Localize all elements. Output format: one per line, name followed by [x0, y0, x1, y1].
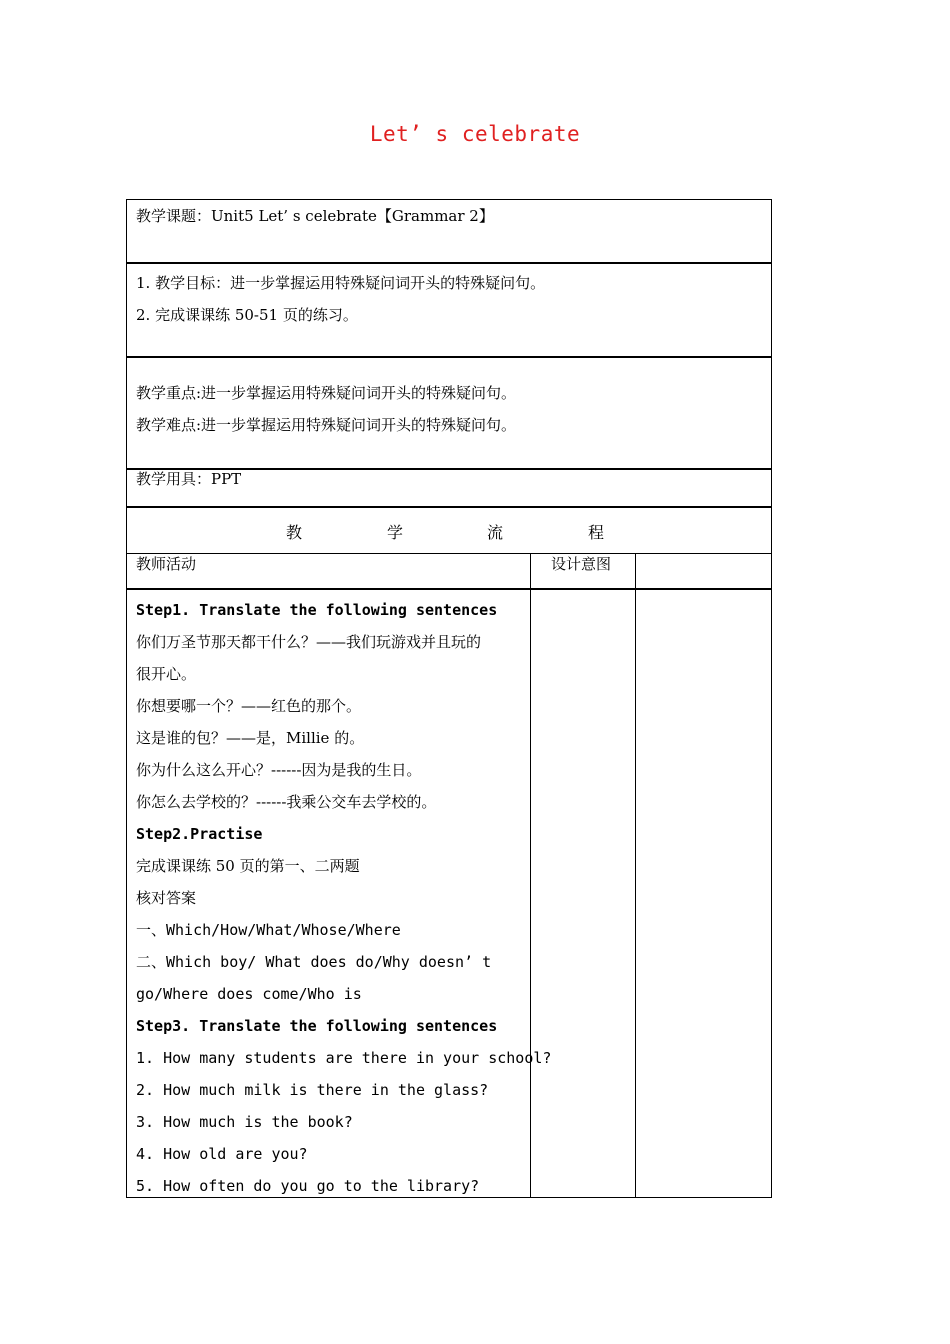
step2-line-3: 一、Which/How/What/Whose/Where — [136, 921, 401, 939]
objective-1: 1. 教学目标：进一步掌握运用特殊疑问词开头的特殊疑问句。 — [136, 274, 546, 292]
difficulty-text: 教学难点:进一步掌握运用特殊疑问词开头的特殊疑问句。 — [136, 416, 517, 434]
step1-line-4: 这是谁的包？——是，Millie 的。 — [136, 729, 365, 747]
step1-line-1: 你们万圣节那天都干什么？——我们玩游戏并且玩的 — [136, 633, 482, 651]
step2-line-5: go/Where does come/Who is — [136, 985, 362, 1003]
topic-text: 教学课题：Unit5 Let’ s celebrate【Grammar 2】 — [136, 207, 494, 225]
step3-line-5: 5. How often do you go to the library? — [136, 1177, 480, 1195]
step2-line-2: 核对答案 — [136, 889, 197, 907]
step3-line-1: 1. How many students are there in your school? — [136, 1049, 552, 1067]
flow-char-1: 教 — [286, 523, 303, 542]
step1-line-6: 你怎么去学校的？------我乘公交车去学校的。 — [136, 793, 437, 811]
objective-2: 2. 完成课课练 50-51 页的练习。 — [136, 306, 358, 324]
tools-text: 教学用具：PPT — [136, 470, 242, 488]
step3-line-4: 4. How old are you? — [136, 1145, 308, 1163]
step1-line-5: 你为什么这么开心？------因为是我的生日。 — [136, 761, 422, 779]
column-header-row — [126, 553, 772, 590]
teacher-activity-cell — [127, 589, 552, 1202]
flow-char-2: 学 — [387, 523, 404, 542]
step3-line-2: 2. How much milk is there in the glass? — [136, 1081, 489, 1099]
step1-line-3: 你想要哪一个？——红色的那个。 — [136, 697, 362, 715]
focus-row — [126, 356, 772, 470]
step3-heading: Step3. Translate the following sentences — [136, 1017, 498, 1035]
step1-heading: Step1. Translate the following sentences — [136, 601, 498, 619]
step2-line-1: 完成课课练 50 页的第一、二两题 — [136, 857, 360, 875]
content-row — [126, 588, 772, 1198]
teacher-activity-header: 教师活动 — [136, 555, 197, 573]
flow-row — [126, 506, 772, 555]
flow-char-3: 流 — [487, 523, 504, 542]
topic-row — [126, 199, 772, 264]
step2-line-4: 二、Which boy/ What does do/Why doesn’ t — [136, 953, 492, 971]
page-title: Let’ s celebrate — [369, 122, 581, 146]
design-intent-header: 设计意图 — [551, 555, 612, 573]
step3-line-3: 3. How much is the book? — [136, 1113, 353, 1131]
step1-line-2: 很开心。 — [136, 665, 197, 683]
tools-row — [126, 468, 772, 508]
objectives-row — [126, 262, 772, 358]
step2-heading: Step2.Practise — [136, 825, 263, 843]
flow-char-4: 程 — [588, 523, 605, 542]
focus-text: 教学重点:进一步掌握运用特殊疑问词开头的特殊疑问句。 — [136, 384, 517, 402]
